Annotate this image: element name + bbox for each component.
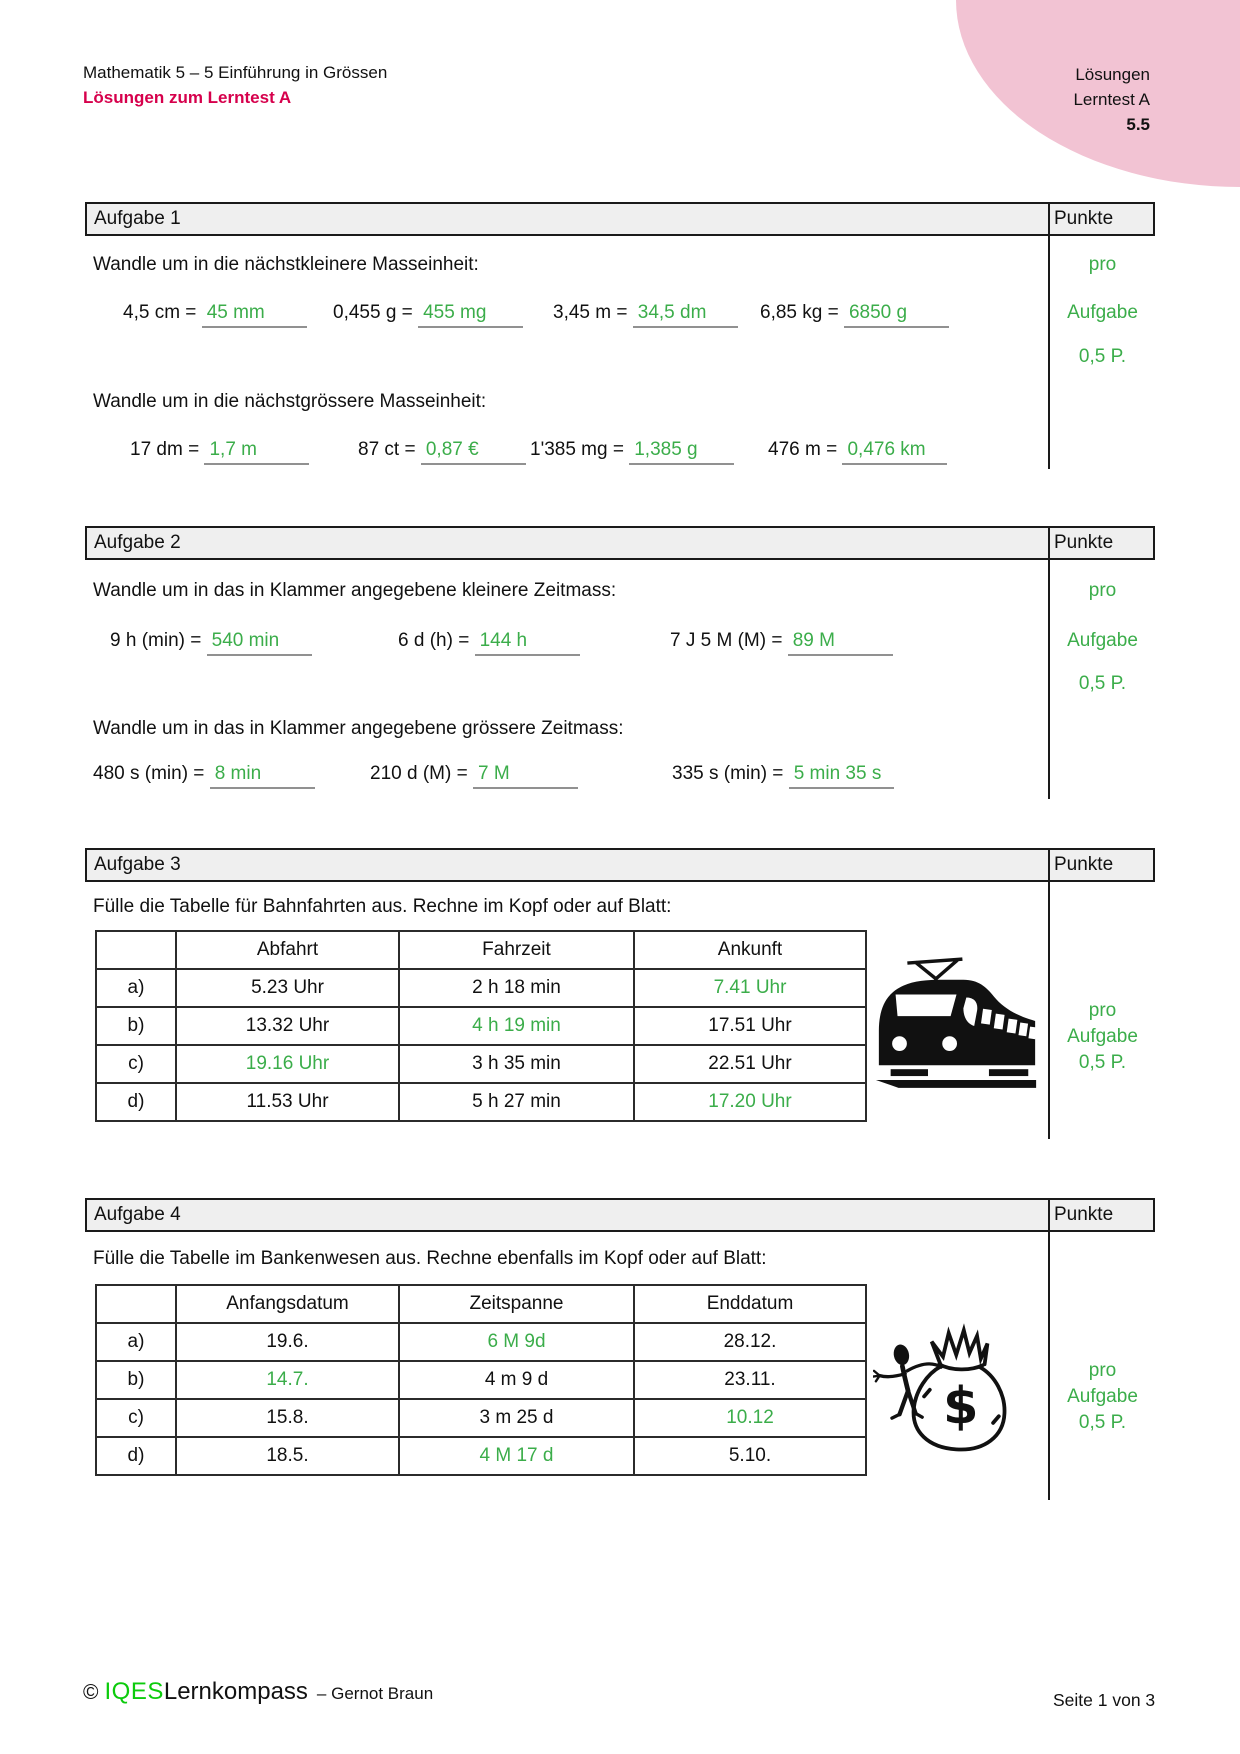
- section-aufgabe-4: [85, 1198, 1155, 1500]
- row-label: a): [96, 969, 176, 1007]
- header-anfangsdatum: Anfangsdatum: [176, 1285, 399, 1323]
- train-icon: [871, 954, 1043, 1098]
- points-per-task-1: pro: [1088, 1360, 1117, 1381]
- conversion-item: [398, 630, 580, 656]
- conversion-item: [768, 439, 947, 465]
- section-3-title: Aufgabe 3: [94, 854, 181, 875]
- table-row: [96, 1045, 866, 1083]
- row-label: d): [96, 1083, 176, 1121]
- conversion-label: 335 s (min) =: [672, 763, 784, 784]
- cell-anfang: 15.8.: [176, 1399, 399, 1437]
- points-per-task-3: 0,5 P.: [1078, 346, 1127, 367]
- corner-line-test: Lerntest A: [1073, 90, 1150, 109]
- prompt-bank-table: Fülle die Tabelle im Bankenwesen aus. Rechne ebenfalls im Kopf oder auf Blatt:: [93, 1248, 767, 1269]
- header-abfahrt: Abfahrt: [176, 931, 399, 969]
- conversion-answer: 34,5 dm: [633, 302, 738, 328]
- table-row: [96, 1323, 866, 1361]
- cell-ankunft-answer: 17.20 Uhr: [634, 1083, 866, 1121]
- cell-ende-answer: 10.12: [634, 1399, 866, 1437]
- section-aufgabe-2: [85, 526, 1155, 799]
- table-row: [96, 969, 866, 1007]
- header-zeitspanne: Zeitspanne: [399, 1285, 634, 1323]
- conversion-answer: 455 mg: [418, 302, 523, 328]
- svg-text:$: $: [943, 1376, 979, 1436]
- points-per-task-3: 0,5 P.: [1078, 1412, 1127, 1433]
- cell-abfahrt: 5.23 Uhr: [176, 969, 399, 1007]
- cell-abfahrt: 13.32 Uhr: [176, 1007, 399, 1045]
- section-4-title: Aufgabe 4: [94, 1204, 181, 1225]
- cell-spanne: 4 m 9 d: [399, 1361, 634, 1399]
- table-row: [96, 1437, 866, 1475]
- conversion-label: 6 d (h) =: [398, 630, 470, 651]
- cell-fahrzeit: 3 h 35 min: [399, 1045, 634, 1083]
- corner-label: [1073, 62, 1150, 137]
- conversion-label: 1'385 mg =: [530, 439, 624, 460]
- document-header: [83, 60, 387, 110]
- train-trips-table: [95, 930, 867, 1122]
- prompt-larger-unit: Wandle um in die nächstgrössere Masseinheit:: [93, 391, 487, 412]
- conversion-answer: 540 min: [207, 630, 312, 656]
- conversion-item: [130, 439, 309, 465]
- prompt-smaller-unit: Wandle um in die nächstkleinere Masseinheit:: [93, 254, 479, 275]
- money-bag-icon: [873, 1317, 1048, 1479]
- row-label: c): [96, 1399, 176, 1437]
- conversion-item: [670, 630, 893, 656]
- points-per-task-1: pro: [1088, 580, 1117, 601]
- section-2-points-header: Punkte: [1048, 528, 1153, 558]
- cell-ende: 5.10.: [634, 1437, 866, 1475]
- table-row: [96, 1083, 866, 1121]
- section-1-body: [85, 236, 1155, 469]
- table-row: [96, 1399, 866, 1437]
- cell-anfang: 18.5.: [176, 1437, 399, 1475]
- section-2-title: Aufgabe 2: [94, 532, 181, 553]
- header-ankunft: Ankunft: [634, 931, 866, 969]
- row-label: c): [96, 1045, 176, 1083]
- section-3-body: [85, 882, 1155, 1139]
- banking-dates-table: [95, 1284, 867, 1476]
- section-1-points-header: Punkte: [1048, 204, 1153, 234]
- conversion-item: [760, 302, 949, 328]
- conversion-item: [123, 302, 307, 328]
- table-header-row: [96, 931, 866, 969]
- conversion-label: 87 ct =: [358, 439, 416, 460]
- conversion-label: 4,5 cm =: [123, 302, 197, 323]
- section-3-points-header: Punkte: [1048, 850, 1153, 880]
- table-row: [96, 1361, 866, 1399]
- cell-anfang: 19.6.: [176, 1323, 399, 1361]
- conversion-label: 17 dm =: [130, 439, 200, 460]
- conversion-item: [553, 302, 738, 328]
- section-3-header: [85, 848, 1155, 882]
- corner-line-solutions: Lösungen: [1075, 65, 1150, 84]
- header-empty: [96, 931, 176, 969]
- conversion-answer: 0,87 €: [421, 439, 526, 465]
- header-empty: [96, 1285, 176, 1323]
- conversion-item: [358, 439, 526, 465]
- section-4-body: [85, 1232, 1155, 1500]
- conversion-label: 7 J 5 M (M) =: [670, 630, 783, 651]
- cell-spanne-answer: 4 M 17 d: [399, 1437, 634, 1475]
- cell-fahrzeit: 2 h 18 min: [399, 969, 634, 1007]
- conversion-item: [370, 763, 578, 789]
- points-per-task-2: Aufgabe: [1067, 302, 1138, 323]
- conversion-item: [333, 302, 523, 328]
- copyright-icon: ©: [83, 1681, 99, 1704]
- points-per-task-3: 0,5 P.: [1078, 673, 1127, 694]
- cell-anfang-answer: 14.7.: [176, 1361, 399, 1399]
- header-fahrzeit: Fahrzeit: [399, 931, 634, 969]
- points-per-task-1: pro: [1088, 254, 1117, 275]
- cell-ankunft-answer: 7.41 Uhr: [634, 969, 866, 1007]
- conversion-label: 6,85 kg =: [760, 302, 839, 323]
- conversion-item: [530, 439, 734, 465]
- points-per-task-1: pro: [1088, 1000, 1117, 1021]
- conversion-answer: 144 h: [475, 630, 580, 656]
- prompt-smaller-time: Wandle um in das in Klammer angegebene kleinere Zeitmass:: [93, 580, 617, 601]
- conversion-answer: 1,385 g: [629, 439, 734, 465]
- section-2-header: [85, 526, 1155, 560]
- conversion-label: 480 s (min) =: [93, 763, 205, 784]
- section-1-title: Aufgabe 1: [94, 208, 181, 229]
- brand-iqes: IQES: [104, 1678, 164, 1705]
- conversion-label: 476 m =: [768, 439, 838, 460]
- conversion-answer: 8 min: [210, 763, 315, 789]
- cell-ankunft: 22.51 Uhr: [634, 1045, 866, 1083]
- conversion-answer: 89 M: [788, 630, 893, 656]
- conversion-answer: 6850 g: [844, 302, 949, 328]
- course-title: Mathematik 5 – 5 Einführung in Grössen: [83, 63, 388, 82]
- cell-spanne-answer: 6 M 9d: [399, 1323, 634, 1361]
- row-label: d): [96, 1437, 176, 1475]
- footer-brand: [83, 1678, 433, 1706]
- conversion-answer: 5 min 35 s: [789, 763, 894, 789]
- prompt-train-table: Fülle die Tabelle für Bahnfahrten aus. Rechne im Kopf oder auf Blatt:: [93, 896, 672, 917]
- conversion-answer: 45 mm: [202, 302, 307, 328]
- conversion-label: 3,45 m =: [553, 302, 628, 323]
- conversion-item: [672, 763, 894, 789]
- row-label: b): [96, 1361, 176, 1399]
- section-4-points-header: Punkte: [1048, 1200, 1153, 1230]
- cell-spanne: 3 m 25 d: [399, 1399, 634, 1437]
- conversion-label: 210 d (M) =: [370, 763, 468, 784]
- row-label: a): [96, 1323, 176, 1361]
- cell-fahrzeit: 5 h 27 min: [399, 1083, 634, 1121]
- cell-ende: 28.12.: [634, 1323, 866, 1361]
- section-aufgabe-1: [85, 202, 1155, 469]
- points-per-task-2: Aufgabe: [1067, 630, 1138, 651]
- page-number: Seite 1 von 3: [1053, 1690, 1156, 1710]
- footer-author: – Gernot Braun: [316, 1684, 434, 1703]
- cell-fahrzeit-answer: 4 h 19 min: [399, 1007, 634, 1045]
- points-per-task-2: Aufgabe: [1067, 1026, 1138, 1047]
- document-subtitle: Lösungen zum Lerntest A: [83, 88, 292, 107]
- cell-abfahrt-answer: 19.16 Uhr: [176, 1045, 399, 1083]
- conversion-label: 9 h (min) =: [110, 630, 202, 651]
- conversion-answer: 0,476 km: [842, 439, 947, 465]
- header-enddatum: Enddatum: [634, 1285, 866, 1323]
- cell-abfahrt: 11.53 Uhr: [176, 1083, 399, 1121]
- conversion-answer: 7 M: [473, 763, 578, 789]
- corner-decoration: [956, 0, 1240, 187]
- cell-ankunft: 17.51 Uhr: [634, 1007, 866, 1045]
- conversion-label: 0,455 g =: [333, 302, 413, 323]
- conversion-item: [93, 763, 315, 789]
- points-per-task-2: Aufgabe: [1067, 1386, 1138, 1407]
- cell-ende: 23.11.: [634, 1361, 866, 1399]
- points-per-task-3: 0,5 P.: [1078, 1052, 1127, 1073]
- table-header-row: [96, 1285, 866, 1323]
- brand-lernkompass: Lernkompass: [163, 1678, 308, 1705]
- conversion-item: [110, 630, 312, 656]
- conversion-answer: 1,7 m: [204, 439, 309, 465]
- table-row: [96, 1007, 866, 1045]
- section-aufgabe-3: [85, 848, 1155, 1139]
- section-4-header: [85, 1198, 1155, 1232]
- row-label: b): [96, 1007, 176, 1045]
- section-1-header: [85, 202, 1155, 236]
- section-2-body: [85, 560, 1155, 799]
- prompt-larger-time: Wandle um in das in Klammer angegebene grössere Zeitmass:: [93, 718, 624, 739]
- corner-chapter-number: 5.5: [1126, 115, 1150, 134]
